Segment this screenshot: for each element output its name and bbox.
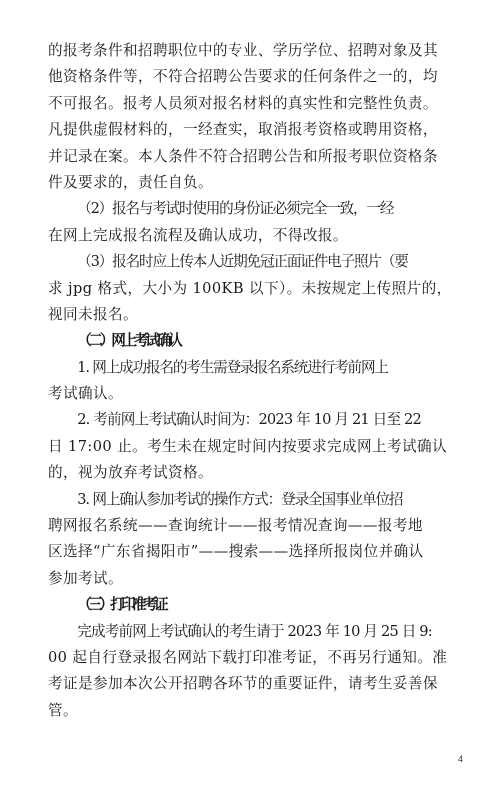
body-text-line: 并记录在案。本人条件不符合招聘公告和所报考职位资格条	[48, 147, 438, 165]
body-text-line: 聘网报名系统——查询统计——报考情况查询——报考地	[48, 517, 423, 535]
body-text-line: 00 起自行登录报名网站下载打印准考证，不再另行通知。准	[48, 648, 448, 666]
body-text-line: 2. 考前网上考试确认时间为：2023 年 10 月 21 日至 22	[77, 411, 421, 429]
body-text-line: 的，视为放弃考试资格。	[48, 464, 213, 482]
body-text-line: 凡提供虚假材料的，一经查实，取消报考资格或聘用资格，	[48, 121, 438, 139]
document-body	[48, 38, 468, 724]
body-text-line: 完成考前网上考试确认的考生请于 2023 年 10 月 25 日 9:	[77, 622, 432, 640]
body-text-line: （2）报名与考试时使用的身份证必须完全一致，一经	[77, 200, 394, 218]
body-text-line: 在网上完成报名流程及确认成功，不得改报。	[48, 226, 348, 244]
body-text-line: 视同未报名。	[48, 305, 138, 323]
body-text-line: 3. 网上确认参加考试的操作方式：登录全国事业单位招	[77, 490, 403, 508]
body-text-line: 他资格条件等，不符合招聘公告要求的任何条件之一的，均	[48, 68, 438, 86]
body-text-line: 件及要求的，责任自负。	[48, 173, 213, 191]
body-text-line: （3）报名时应上传本人近期免冠正面证件电子照片（要	[77, 253, 408, 271]
section-heading: （二）网上考试确认	[77, 332, 180, 350]
body-text-line: 参加考试。	[48, 569, 123, 587]
body-text-line: 考证是参加本次公开招聘各环节的重要证件，请考生妥善保	[48, 675, 438, 693]
body-text-line: 区选择“广东省揭阳市”——搜索——选择所报岗位并确认	[48, 543, 424, 561]
body-text-line: 考试确认。	[48, 385, 123, 403]
body-text-line: 不可报名。报考人员须对报名材料的真实性和完整性负责。	[48, 94, 438, 112]
body-text-line: 管。	[48, 701, 78, 719]
section-heading: （三）打印准考证	[77, 596, 165, 614]
page-number: 4	[458, 754, 464, 764]
body-text-line: 日 17:00 止。考生未在规定时间内按要求完成网上考试确认	[48, 437, 447, 455]
body-text-line: 的报考条件和招聘职位中的专业、学历学位、招聘对象及其	[48, 42, 438, 59]
body-text-line: 1. 网上成功报名的考生需登录报名系统进行考前网上	[77, 358, 388, 376]
body-text-line: 求 jpg 格式，大小为 100KB 以下）。未按规定上传照片的，	[48, 279, 452, 297]
